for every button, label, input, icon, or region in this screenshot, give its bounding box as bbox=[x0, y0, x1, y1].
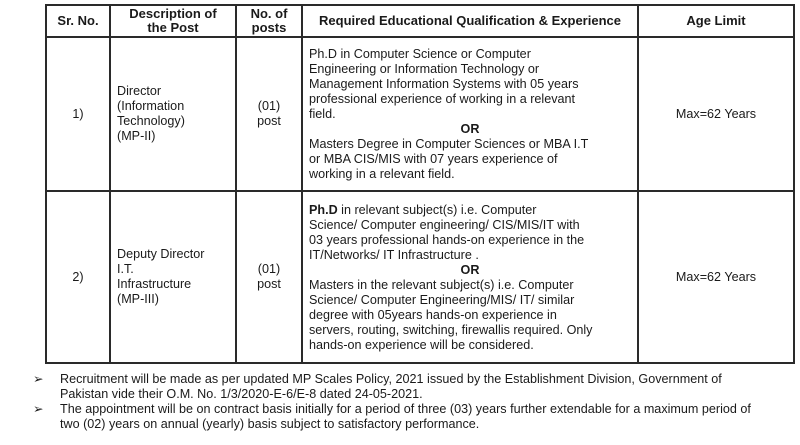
or-separator: OR bbox=[460, 262, 480, 277]
table-row bbox=[46, 37, 794, 191]
arrow-bullet-icon: ➢ bbox=[33, 372, 44, 386]
or-separator: OR bbox=[460, 122, 480, 136]
note-item: ➢ The appointment will be on contract basis initially for a period of three (03) years further extendable for a maximum period of two (02) years on annual (yearly) basis subject to satisfactory performance. bbox=[33, 402, 751, 431]
qualification-cell: Ph.D in Computer Science or Computer Engineering or Information Technology or Management Information Systems with 05 years professional experience of working in a relevant field. OR Masters Degree in Computer Sciences or MBA I.T or MBA CIS/MIS with 07 years experience of working in a relevant field. bbox=[302, 37, 638, 191]
phd-bold: Ph.D bbox=[309, 202, 338, 217]
table-header-row bbox=[46, 5, 794, 37]
header-age-limit: Age Limit bbox=[638, 5, 794, 37]
posts-table bbox=[45, 4, 795, 364]
header-description: Description of the Post bbox=[110, 5, 236, 37]
header-sr-no: Sr. No. bbox=[46, 5, 110, 37]
post-count: (01) post bbox=[236, 191, 302, 363]
arrow-bullet-icon: ➢ bbox=[33, 402, 44, 416]
age-limit: Max=62 Years bbox=[638, 37, 794, 191]
post-title: Deputy Director I.T. Infrastructure (MP-III) bbox=[110, 191, 236, 363]
note-item: ➢ Recruitment will be made as per updated MP Scales Policy, 2021 issued by the Establishment Division, Government of Pakistan vide their O.M. No. 1/3/2020-E-6/E-8 dated 24-05-2021. bbox=[33, 372, 722, 401]
table-row bbox=[46, 191, 794, 363]
age-limit: Max=62 Years bbox=[638, 191, 794, 363]
header-qualification: Required Educational Qualification & Experience bbox=[302, 5, 638, 37]
header-no-of-posts: No. of posts bbox=[236, 5, 302, 37]
qualification-cell: Ph.D in relevant subject(s) i.e. Computer Science/ Computer engineering/ CIS/MIS/IT with 03 years professional hands-on experience in the IT/Networks/ IT Infrastructure . OR Masters in the relevant subject(s) i.e. Computer Science/ Computer Engineering/MIS/ IT/ similar degree with 05years hands-on experience in servers, routing, switching, firewallis required. Only hands-on experience will be considered. bbox=[302, 191, 638, 363]
post-count: (01) post bbox=[236, 37, 302, 191]
row-sr-no: 2) bbox=[46, 191, 110, 363]
notes-list bbox=[33, 372, 798, 432]
post-title: Director (Information Technology) (MP-II) bbox=[110, 37, 236, 191]
row-sr-no: 1) bbox=[46, 37, 110, 191]
